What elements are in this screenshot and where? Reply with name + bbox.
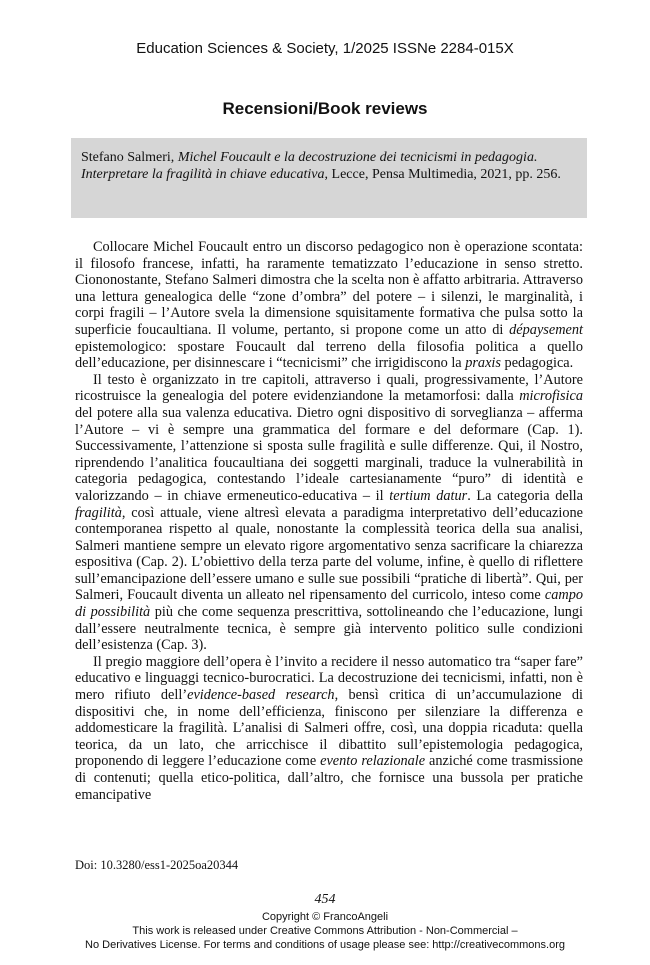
italic-run: tertium datur [389, 487, 468, 504]
citation-box [71, 138, 587, 218]
text-run: più che come sequenza prescrittiva, sottolineando che l’educazione, lungi dall’essere neutralmente tecnica, è sempre già intervento politico sulle condizioni dell’esistenza (Cap. 3). [75, 604, 583, 654]
text-run: , bensì critica di un’accumulazione di dispositivi che, in nome dell’efficienza, finiscono per silenziare la differenza e addomesticare la fragilità. L’analisi di Salmeri offre, così, una doppia ricaduta: quella teorica, da un lato, che arricchisce il dibattito sull’epistemologia pedagogica, proponendo di leggere l’educazione come [75, 687, 583, 770]
italic-run: campo di possibilità [75, 587, 583, 621]
text-run: pedagogica. [500, 355, 574, 372]
journal-header: Education Sciences & Society, 1/2025 ISSNe 2284-015X [136, 40, 514, 57]
license-line-1: This work is released under Creative Commons Attribution - Non-Commercial – [132, 925, 518, 937]
page-number: 454 [314, 892, 336, 907]
review-body [75, 239, 583, 803]
license-footer [0, 910, 650, 952]
italic-run: dépaysement [509, 321, 583, 338]
text-run: Collocare Michel Foucault entro un discorso pedagogico non è operazione scontata: il filosofo francese, infatti, ha raramente tematizzato l’educazione in senso stretto. Ciononostante, Stefano Salmeri dimostra che la scelta non è affatto arbitraria. Attraverso una lettura genealogica delle “zone d’ombra” del potere – i silenzi, le marginalità, i corpi fragili – l’Autore svela la dimensione squisitamente formativa che pulsa sotto la superficie foucaultiana. Il volume, pertanto, si propone come un atto di [75, 239, 583, 338]
paragraph-3 [75, 654, 583, 803]
italic-run: praxis [465, 355, 501, 372]
italic-run: evento relazionale [320, 753, 426, 770]
text-run: . La categoria della [467, 487, 583, 504]
copyright-line: Copyright © FrancoAngeli [261, 911, 389, 923]
text-run: epistemologico: spostare Foucault dal terreno della filosofia politica a quello dell’educazione, per disinnescare i “tecnicismi” che irrigidiscono la [75, 338, 583, 372]
paragraph-2 [75, 372, 583, 654]
section-title: Recensioni/Book reviews [222, 99, 428, 118]
paragraph-1 [75, 239, 583, 372]
text-run: Il testo è organizzato in tre capitoli, attraverso i quali, progressivamente, l’Autore ricostruisce la genealogia del potere evidenziandone la metamorfosi: dalla [75, 371, 583, 405]
italic-run: fragilità [75, 504, 122, 521]
citation-book-title: Michel Foucault e la decostruzione dei tecnicismi in pedagogia. Interpretare la fragilità in chiave educativa [81, 150, 538, 182]
text-run: , così attuale, viene altresì elevata a paradigma interpretativo dell’educazione contemporanea rispetto al quale, nonostante la complessità teorica della sua analisi, Salmeri mantiene sempre un elevato rigore argomentativo senza sacrificare la chiarezza espositiva (Cap. 2). L’obiettivo della terza parte del volume, infine, è quello di riflettere sull’emancipazione dell’essere umano e sulle sue possibili “pratiche di libertà”. Qui, per Salmeri, Foucault diventa un alleato nel ripensamento del curricolo, inteso come [75, 504, 583, 604]
citation-author: Stefano Salmeri, [81, 150, 178, 165]
license-line-2: No Derivatives License. For terms and conditions of usage please see: http://creativecommons.org [85, 939, 565, 951]
text-run: anziché come trasmissione di contenuti; quella etico-politica, dall’altro, che fornisce una bussola per pratiche emancipative [75, 753, 583, 803]
italic-run: microfisica [519, 388, 583, 405]
text-run: del potere alla sua valenza educativa. Dietro ogni dispositivo di sorveglianza – afferma l’Autore – vi è sempre una grammatica del formare e del deformare (Cap. 1). Successivamente, l’attenzione si sposta sulle fragilità e sulle differenze. Qui, il Nostro, riprendendo l’analitica foucaultiana dei soggetti marginali, traduce la vulnerabilità in categoria pedagogica, contestando l’ideale cartesianamente “puro” di identità e valorizzando – in chiave ermeneutico-educativa – il [75, 404, 583, 504]
doi-reference: Doi: 10.3280/ess1-2025oa20344 [75, 858, 239, 872]
text-run: Il pregio maggiore dell’opera è l’invito a recidere il nesso automatico tra “saper fare” educativo e linguaggi tecnico-burocratici. La decostruzione dei tecnicismi, infatti, non è mero rifiuto dell’ [75, 653, 583, 704]
citation-publication-details: , Lecce, Pensa Multimedia, 2021, pp. 256. [324, 166, 561, 182]
italic-run: evidence-based research [187, 687, 335, 704]
